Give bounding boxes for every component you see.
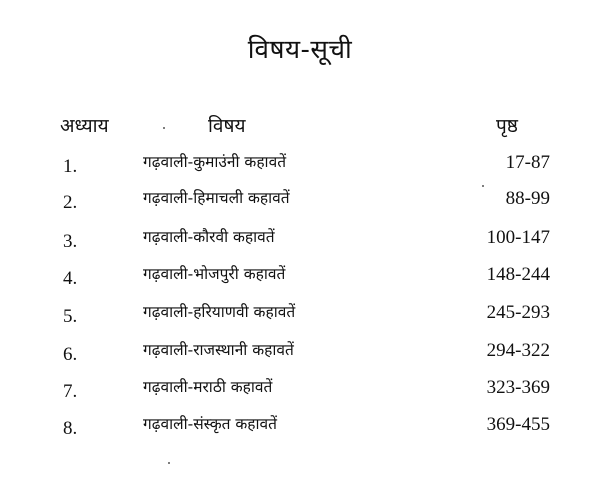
table-row — [0, 225, 600, 261]
chapter-pages: 17-87 — [505, 152, 550, 173]
chapter-pages: 245-293 — [486, 302, 550, 323]
column-header-page: पृष्ठ — [496, 115, 518, 137]
chapter-number: 8. — [63, 418, 78, 439]
chapter-subject: गढ़वाली-कौरवी कहावतें — [143, 228, 275, 246]
chapter-subject: गढ़वाली-कुमाउंनी कहावतें — [143, 153, 287, 171]
chapter-number: 5. — [63, 306, 78, 327]
chapter-pages: 148-244 — [486, 264, 550, 285]
scan-speck — [168, 462, 170, 464]
column-header-chapter: अध्याय — [60, 115, 109, 137]
chapter-subject: गढ़वाली-मराठी कहावतें — [143, 378, 273, 396]
chapter-pages: 88-99 — [505, 188, 550, 209]
chapter-pages: 100-147 — [486, 227, 550, 248]
table-row — [0, 338, 600, 374]
chapter-pages: 369-455 — [486, 414, 550, 435]
table-row — [0, 150, 600, 186]
scan-speck — [482, 185, 484, 187]
chapter-number: 2. — [63, 192, 78, 213]
chapter-subject: गढ़वाली-राजस्थानी कहावतें — [143, 341, 294, 359]
page-title: विषय-सूची — [247, 35, 353, 65]
table-row — [0, 186, 600, 222]
table-row — [0, 375, 600, 411]
table-row — [0, 300, 600, 336]
chapter-pages: 294-322 — [486, 340, 550, 361]
chapter-subject: गढ़वाली-हरियाणवी कहावतें — [143, 303, 296, 321]
chapter-subject: गढ़वाली-भोजपुरी कहावतें — [143, 265, 286, 283]
chapter-number: 1. — [63, 156, 78, 177]
chapter-pages: 323-369 — [486, 377, 550, 398]
table-row — [0, 412, 600, 448]
chapter-subject: गढ़वाली-संस्कृत कहावतें — [143, 415, 277, 433]
chapter-number: 7. — [63, 381, 78, 402]
chapter-subject: गढ़वाली-हिमाचली कहावतें — [143, 189, 290, 207]
table-row — [0, 262, 600, 298]
chapter-number: 3. — [63, 231, 78, 252]
column-header-subject: विषय — [208, 115, 246, 137]
chapter-number: 4. — [63, 268, 78, 289]
scan-speck — [163, 127, 165, 129]
chapter-number: 6. — [63, 344, 78, 365]
